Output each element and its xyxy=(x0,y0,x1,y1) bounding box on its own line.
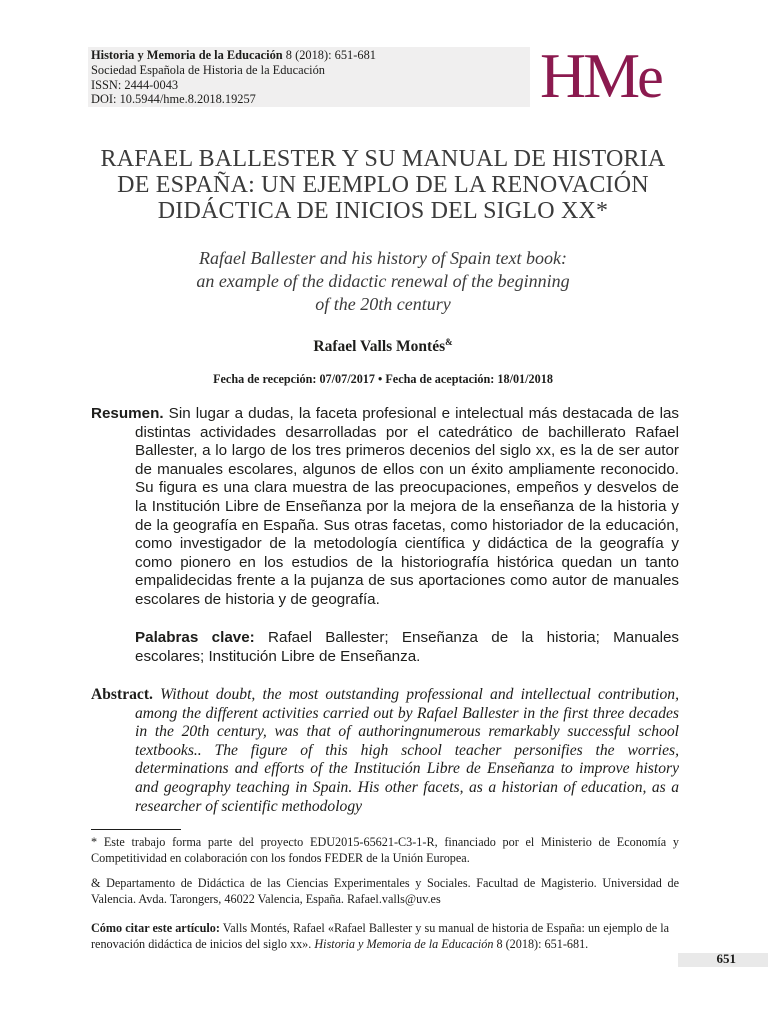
issn: ISSN: 2444-0043 xyxy=(91,77,179,92)
cite-text: Valls Montés, Rafael «Rafael Ballester y su manual de historia de España: un ejemplo de la renovación didáctica de inicios del siglo xx». xyxy=(91,921,670,952)
keywords-text: Rafael Ballester; Enseñanza de la historia; Manuales escolares; Institución Libre de Enseñanza. xyxy=(135,629,679,665)
resumen-label: Resumen. xyxy=(91,405,164,422)
footnote-rule xyxy=(91,829,181,830)
title-spanish xyxy=(80,146,686,224)
submission-dates xyxy=(80,372,686,387)
title-english-line-2: an example of the didactic renewal of the beginning xyxy=(196,271,570,291)
footnote-affiliation: & Departamento de Didáctica de las Ciencias Experimentales y Sociales. Facultad de Magisterio. Universidad de Valencia. Avda. Tarongers, 46022 Valencia, España. Rafael.valls@uv.es xyxy=(91,876,679,906)
keywords-label: Palabras clave: xyxy=(135,629,255,646)
title-english-line-1: Rafael Ballester and his history of Spain text book: xyxy=(199,248,567,268)
title-spanish-line-1: RAFAEL BALLESTER Y SU MANUAL DE HISTORIA xyxy=(100,146,666,172)
footnotes xyxy=(91,834,679,916)
journal-header xyxy=(91,48,531,107)
doi: DOI: 10.5944/hme.8.2018.19257 xyxy=(91,92,256,107)
logo-e: e xyxy=(637,44,661,110)
date-separator: • xyxy=(374,372,386,386)
society-name: Sociedad Española de Historia de la Educación xyxy=(91,62,325,77)
date-accepted: Fecha de aceptación: 18/01/2018 xyxy=(385,372,553,386)
cite-journal: Historia y Memoria de la Educación xyxy=(314,937,494,952)
cite-label: Cómo citar este artículo: xyxy=(91,921,220,935)
resumen xyxy=(91,405,679,610)
footnote-funding: * Este trabajo forma parte del proyecto EDU2015-65621-C3-1-R, financiado por el Ministerio de Economía y Competitividad en colaboración con los fondos FEDER de la Unión Europea. xyxy=(91,835,679,865)
journal-name: Historia y Memoria de la Educación xyxy=(91,48,283,62)
logo-hm: HM xyxy=(540,40,638,111)
page-number: 651 xyxy=(716,951,736,966)
cite-tail: 8 (2018): 651-681. xyxy=(493,937,589,952)
title-english xyxy=(110,247,656,316)
abstract-text: Without doubt, the most outstanding professional and intellectual contribution, among the different activities carried out by Rafael Ballester in the first three decades in the 20th century, was that of authoringnumerous remarkably successful school textbooks.. The figure of this high school teacher personifies the worries, determinations and efforts of the Institución Libre de Enseñanza to improve history and geography teaching in Spain. His other facets, as a historian of education, as a researcher of scientific methodology xyxy=(135,686,679,815)
abstract xyxy=(91,686,679,816)
title-spanish-line-2: DE ESPAÑA: UN EJEMPLO DE LA RENOVACIÓN xyxy=(117,172,649,198)
author-name: Rafael Valls Montés xyxy=(313,338,446,356)
resumen-text: Sin lugar a dudas, la faceta profesional e intelectual más destacada de las distintas actividades desarrolladas por el catedrático de bachillerato Rafael Ballester, a lo largo de los tres primeros decenios del siglo xx, es la de ser autor de manuales escolares, algunos de ellos con un éxito ampliamente reconocido. Su figura es una clara muestra de las preocupaciones, empeños y desvelos de la Institución Libre de Enseñanza por la mejora de la enseñanza de la historia y de la geografía en España. Sus otras facetas, como historiador de la educación, como investigador de la metodología científica y didáctica de la geografía y como pionero en los estudios de la historiografía histórica quedan un tanto empalidecidas frente a la pujanza de sus aportaciones como autor de manuales escolares de historia y de geografía. xyxy=(135,405,679,608)
abstract-label: Abstract. xyxy=(91,686,153,703)
journal-volume: 8 (2018): 651-681 xyxy=(282,48,376,62)
title-spanish-line-3: DIDÁCTICA DE INICIOS DEL SIGLO XX* xyxy=(157,198,609,224)
date-received: Fecha de recepción: 07/07/2017 xyxy=(213,372,375,386)
journal-logo xyxy=(540,40,680,112)
author-footnote-mark: & xyxy=(445,337,453,347)
title-english-line-3: of the 20th century xyxy=(315,294,451,314)
author xyxy=(80,337,686,356)
journal-citation-line xyxy=(91,48,531,63)
palabras-clave xyxy=(91,629,679,666)
how-to-cite xyxy=(91,920,669,952)
